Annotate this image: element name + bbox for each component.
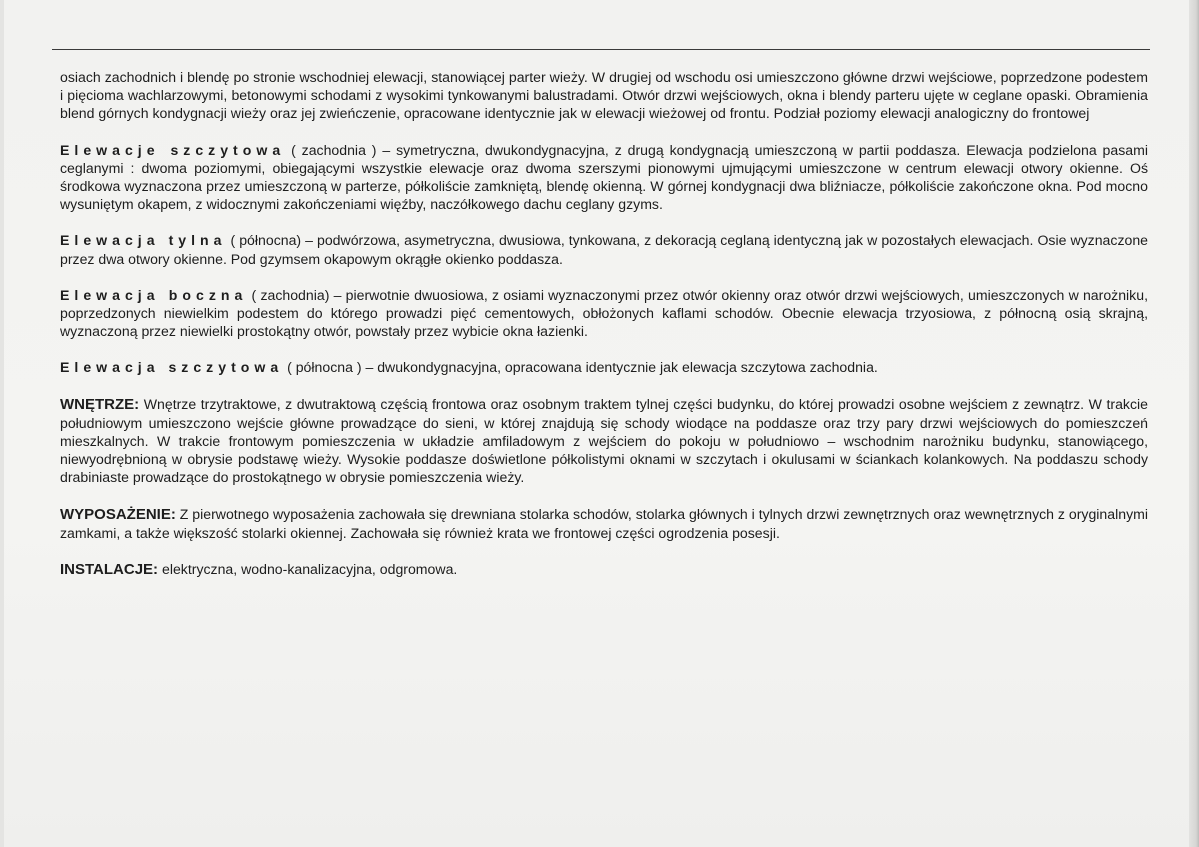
paragraph-text: Wnętrze trzytraktowe, z dwutraktową częścią frontowa oraz osobnym traktem tylnej części budynku, do której prowadzi osobne wejściem z zewnątrz. W trakcie południowym umieszczono wejście główne prowadzące do sieni, w której znajdują się schody wiodące na poddasze oraz trzy pary drzwi wejściowych do pomieszczeń mieszkalnych. W trakcie frontowym pomieszczenia w układzie amfiladowym z wejściem do pokoju w południowo – wschodnim narożniku budynku, stanowiącego, niewyodrębnioną w obrysie podstawę wieży. Wysokie poddasze doświetlone półkolistymi oknami w szczytach i okulusami w ściankach kolankowych. Na poddaszu schody drabiniaste prowadzące do prostokątnego w obrysie pomieszczenia wieży.	[60, 395, 1148, 486]
paragraph-text: osiach zachodnich i blendę po stronie wschodniej elewacji, stanowiącej parter wieży. W drugiej od wschodu osi umieszczono główne drzwi wejściowe, poprzedzone podestem i pięcioma wachlarzowymi, betonowymi schodami z wysokimi tynkowanymi balustradami. Otwór drzwi wejściowych, okna i blendy parteru ujęte w ceglane opaski. Obramienia blend górnych kondygnacji wieży oraz jej zwieńczenie, opracowane identycznie jak w elewacji wieżowej od frontu. Podział poziomy elewacji analogiczny do frontowej	[60, 69, 1148, 122]
document-body	[60, 68, 1148, 579]
section-heading: INSTALACJE:	[60, 561, 159, 579]
section-heading: Elewacja tylna	[60, 232, 227, 249]
page-right-edge	[1189, 0, 1199, 847]
section-heading: Elewacje szczytowa	[60, 141, 286, 158]
paragraph-text: ( północna) – podwórzowa, asymetryczna, dwusiowa, tynkowana, z dekoracją ceglaną identyczną jak w pozostałych elewacjach. Osie wyznaczone przez dwa otwory okienne. Pod gzymsem okapowym okrągłe okienko poddasza.	[60, 232, 1148, 267]
paragraph-text: ( północna ) – dwukondygnacyjna, opracowana identycznie jak elewacja szczytowa zachodnia.	[287, 359, 878, 376]
paragraph-text: Z pierwotnego wyposażenia zachowała się drewniana stolarka schodów, stolarka głównych i tylnych drzwi zewnętrznych oraz wewnętrznych z oryginalnymi zamkami, a także większość stolarki okiennej. Zachowała się również krata we frontowej części ogrodzenia posesji.	[60, 505, 1148, 541]
paragraph-text: ( zachodnia ) – symetryczna, dwukondygnacyjna, z drugą kondygnacją umieszczoną w partii poddasza. Elewacja podzielona pasami ceglanymi : dwoma poziomymi, obiegającymi wszystkie elewacje oraz dwoma szerszymi pionowymi ujmującymi umieszczone w centrum elewacji otwory okienne. Oś środkowa wyznaczona przez umieszczoną w parterze, półkoliście zamkniętą, blendę okienną. W górnej kondygnacji dwa bliźniacze, półkoliście zakończone okna. Pod mocno wysuniętym okapem, z widocznymi zakończeniami więźby, naczółkowego dachu ceglany gzyms.	[60, 141, 1148, 213]
paragraph-wnetrze	[60, 395, 1148, 487]
header-rule	[52, 49, 1150, 50]
paragraph-elewacja-boczna	[60, 286, 1148, 341]
section-heading: WNĘTRZE:	[60, 395, 140, 413]
section-heading: Elewacja boczna	[60, 286, 248, 303]
paragraph-continuation	[60, 68, 1148, 123]
page-left-edge	[0, 0, 4, 847]
paragraph-text: ( zachodnia) – pierwotnie dwuosiowa, z osiami wyznaczonymi przez otwór okienny oraz otwór drzwi wejściowych, umieszczonych w narożniku, poprzedzonych niewielkim podestem do którego prowadzi pięć cementowych, obłożonych kaflami schodów. Obecnie elewacja trzyosiowa, z północną osią skrajną, wyznaczoną przez niewielki prostokątny otwór, powstały przez wybicie okna łazienki.	[60, 286, 1148, 340]
section-heading: Elewacja szczytowa	[60, 359, 284, 376]
paragraph-text: elektryczna, wodno-kanalizacyjna, odgromowa.	[161, 561, 458, 578]
paragraph-wyposazenie	[60, 505, 1148, 542]
paragraph-instalacje	[60, 560, 1148, 579]
paragraph-elewacja-szczytowa-zachodnia	[60, 141, 1148, 214]
paragraph-elewacja-szczytowa-polnocna	[60, 358, 1148, 376]
section-heading: WYPOSAŻENIE:	[60, 505, 176, 523]
paragraph-elewacja-tylna	[60, 231, 1148, 267]
